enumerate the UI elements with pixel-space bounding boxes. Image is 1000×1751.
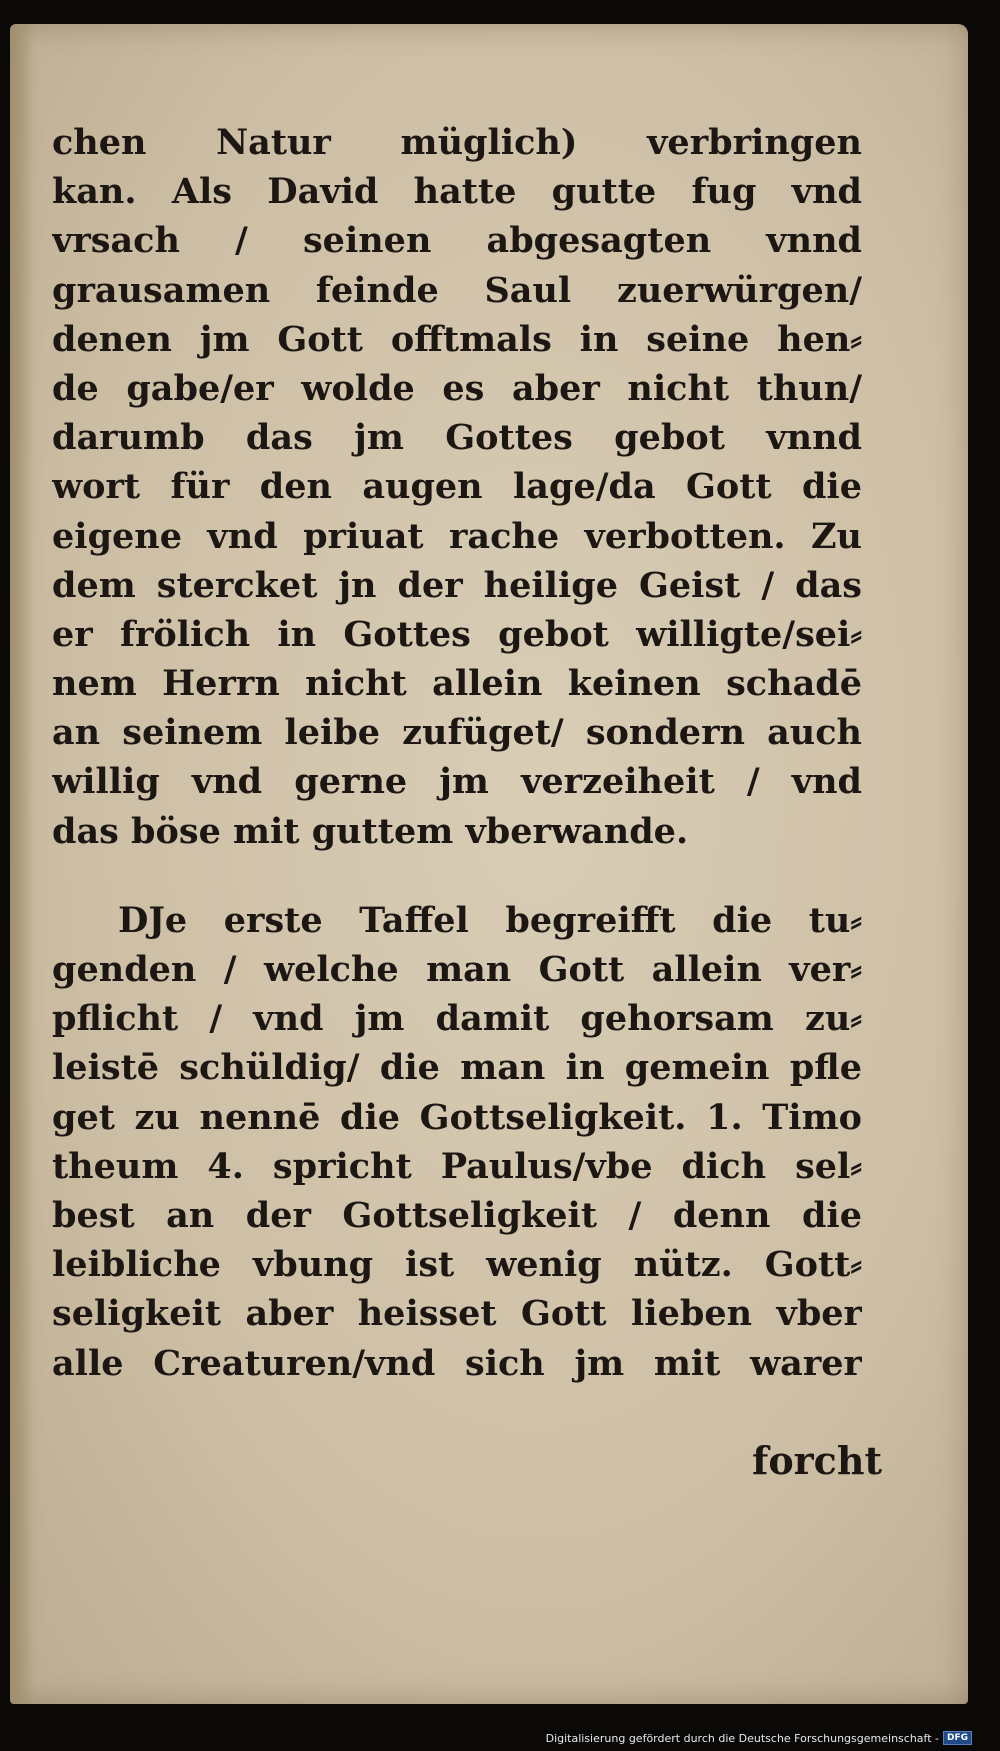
paragraph-1 [52, 118, 862, 856]
text-line: de gabe/er wolde es aber nicht thun/ [52, 367, 862, 409]
text-line: nem Herrn nicht allein keinen schadē [52, 663, 862, 705]
text-line: denen jm Gott offtmals in seine hen⸗ [52, 318, 862, 360]
text-line: eigene vnd priuat rache verbotten. Zu [52, 515, 862, 557]
text-line: willig vnd gerne jm verzeiheit / vnd [52, 761, 862, 803]
text-line: chen Natur müglich) verbringen [52, 122, 862, 163]
text-line: er frölich in Gottes gebot willigte/sei⸗ [52, 613, 862, 655]
text-line: leibliche vbung ist wenig nütz. Gott⸗ [52, 1244, 862, 1286]
funding-credit: Digitalisierung gefördert durch die Deutsche Forschungsgemeinschaft - [545, 1731, 939, 1745]
page-gutter-shadow [10, 24, 34, 1704]
page-text [52, 118, 862, 1388]
text-line: an seinem leibe zufüget/ sondern auch [52, 712, 862, 754]
text-line: DJe erste Taffel begreifft die tu⸗ [118, 899, 862, 941]
paragraph-spacer [52, 856, 862, 896]
text-line: get zu nennē die Gottseligkeit. 1. Timo [52, 1096, 862, 1138]
text-line: darumb das jm Gottes gebot vnnd [52, 417, 862, 459]
catchword: forcht [751, 1438, 882, 1483]
text-line: seligkeit aber heisset Gott lieben vber [52, 1293, 862, 1335]
text-line: best an der Gottseligkeit / denn die [52, 1194, 862, 1236]
text-line: wort für den augen lage/da Gott die [52, 466, 862, 508]
text-line: kan. Als David hatte gutte fug vnd [52, 171, 862, 213]
text-line: dem stercket jn der heilige Geist / das [52, 564, 862, 606]
text-line: leistē schüldig/ die man in gemein pfle [52, 1047, 862, 1089]
text-line: grausamen feinde Saul zuerwürgen/ [52, 269, 862, 311]
text-line: alle Creaturen/vnd sich jm mit warer [52, 1342, 862, 1384]
text-line: vrsach / seinen abgesagten vnnd [52, 220, 862, 262]
paragraph-2 [52, 896, 862, 1388]
dfg-logo: DFG [943, 1731, 972, 1745]
text-line: pflicht / vnd jm damit gehorsam zu⸗ [52, 998, 862, 1040]
digitization-footer [546, 1731, 972, 1745]
text-line: theum 4. spricht Paulus/vbe dich sel⸗ [52, 1145, 862, 1187]
text-line: genden / welche man Gott allein ver⸗ [52, 949, 862, 990]
text-line: das böse mit guttem vberwande. [52, 810, 689, 852]
